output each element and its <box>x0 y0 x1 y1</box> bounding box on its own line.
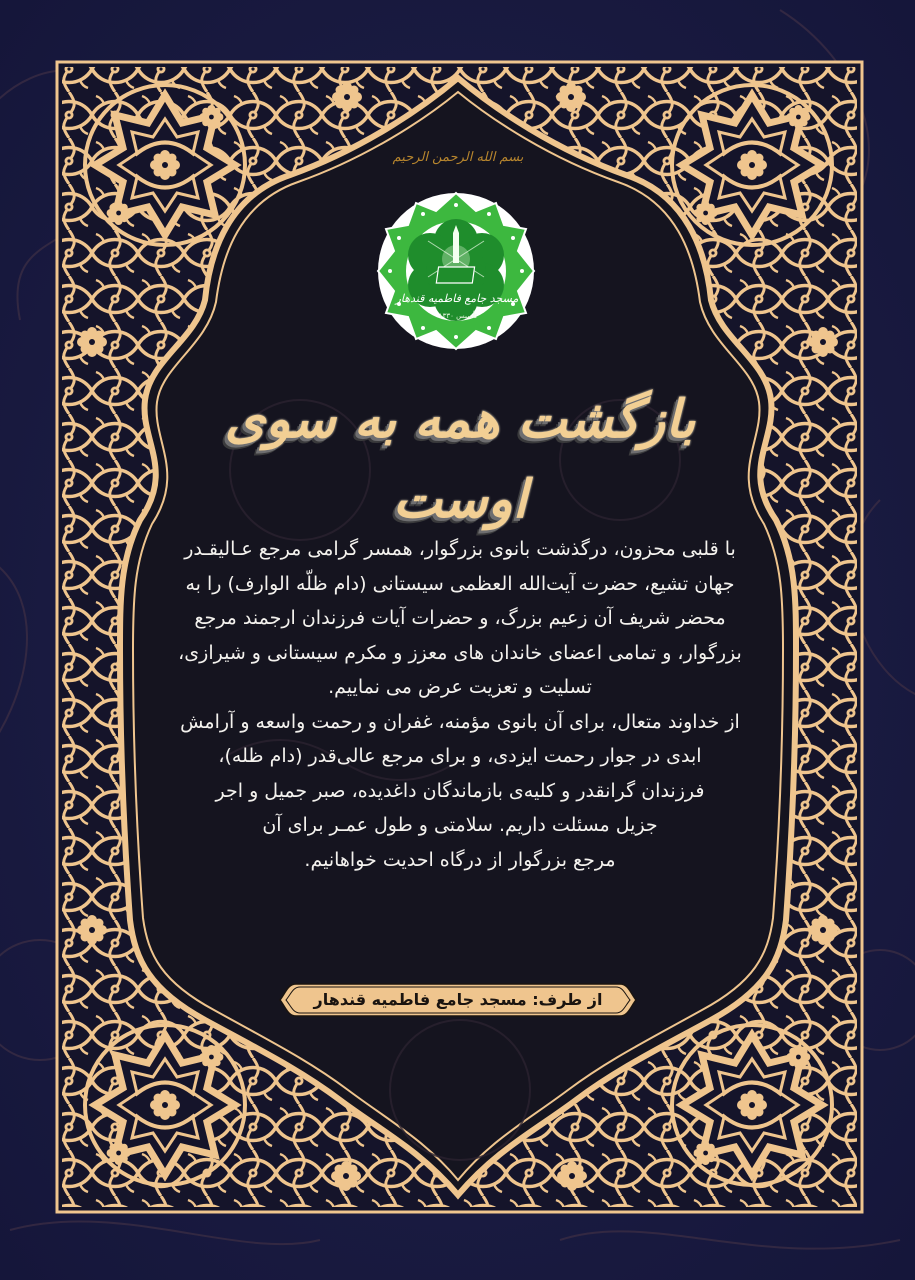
message-line: ابدی در جوار رحمت ایزدی، و برای مرجع عالی‌قدر (دام ظله)، <box>218 745 702 767</box>
message-line: جزیل مسئلت داریم. سلامتی و طول عمـر برای آن <box>262 814 658 836</box>
mosque-logo <box>375 190 537 352</box>
bismillah-calligraphy: بسم الله الرحمن الرحیم <box>392 150 524 165</box>
message-line: مرجع بزرگوار از درگاه احدیت خواهانیم. <box>304 848 616 871</box>
condolence-message <box>140 532 780 877</box>
corner-star-top-left <box>85 85 245 245</box>
message-line: بزرگوار، و تمامی اعضای خاندان های معزز و مکرم سیستانی و شیرازی، <box>178 641 742 664</box>
message-line: با قلبی محزون، درگذشت بانوی بزرگوار، همسر گرامی مرجع عـالیقـدر <box>184 538 736 560</box>
message-line: محضر شریف آن زعیم بزرگ، و حضرات آیات فرزندان ارجمند مرجع <box>194 607 726 629</box>
message-line: فرزندان گرانقدر و کلیه‌ی بازماندگان داغدیده، صبر جمیل و اجر <box>215 779 705 802</box>
message-line: از خداوند متعال، برای آن بانوی مؤمنه، غفران و رحمت واسعه و آرامش <box>180 710 740 733</box>
message-line: جهان تشیع، حضرت آیت‌الله العظمی سیستانی (دام ظلّه الوارف) را به <box>185 572 735 595</box>
page-title: بازگشت همه به سوی اوست <box>224 389 696 530</box>
logo-founding-year: تأسیس ۱۳۳۰ <box>438 312 478 320</box>
logo-mosque-name: مسجد جامع فاطمیه قندهار <box>395 292 519 305</box>
message-line: تسلیت و تعزیت عرض می نماییم. <box>328 676 592 698</box>
signature-label: از طرف: مسجد جامع فاطمیه قندهار <box>313 990 603 1009</box>
